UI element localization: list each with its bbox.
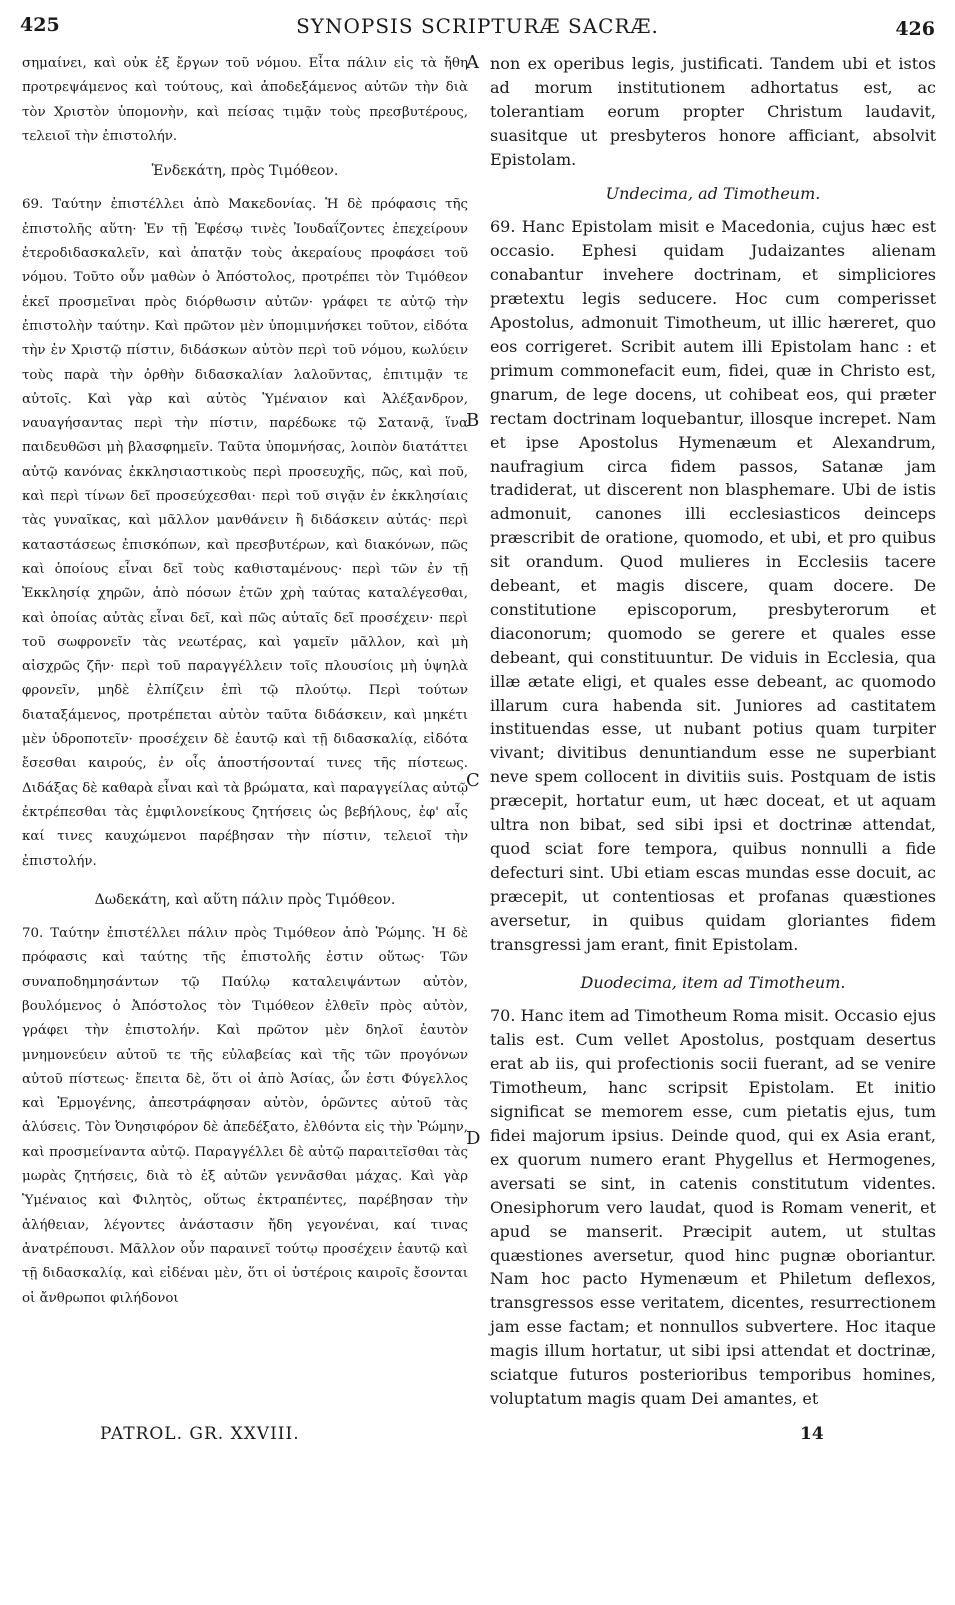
latin-paragraph-intro: non ex operibus legis, justificati. Tandem ubi et istos ad morum institutionem adhortatus est, ac tolerantiam eorum propter Christum laudavit, suasitque ut presbyteros honore afficiant, absolvit Epistolam. [490, 54, 936, 169]
latin-heading-undecima: Undecima, ad Timotheum. [605, 183, 821, 203]
footer-sheet-number: 14 [800, 1424, 824, 1444]
footer-signature: PATROL. GR. XXVIII. [100, 1424, 300, 1444]
page-header [20, 14, 935, 44]
greek-paragraph-70: 70. Ταύτην ἐπιστέλλει πάλιν πρὸς Τιμόθεον ἀπὸ Ῥώμης. Ἡ δὲ πρόφασις καὶ ταύτης τῆς ἐπιστολῆς ἐστιν οὕτως· Τῶν συναποδημησάντων τῷ Παύλῳ καταλειψάντων αὐτὸν, βουλόμενος ὁ Ἀπόστολος τὸν Τιμόθεον ἐλθεῖν πρὸς αὐτὸν, γράφει τὴν ἐπιστολήν. Καὶ πρῶτον μὲν δηλοῖ ἑαυτὸν μνημονεύειν αὐτοῦ τε τῆς εὐλαβείας καὶ τῆς τῶν προγόνων αὐτοῦ πίστεως· ἔπειτα δὲ, ὅτι οἱ ἀπὸ Ἀσίας, ὧν ἐστι Φύγελλος καὶ Ἑρμογένης, ἀπεστράφησαν αὐτὸν, ὁρῶντες αὐτοῦ τὰς ἁλύσεις. Τὸν Ὀνησιφόρον δὲ ἀπεδέξατο, ἐλθόντα εἰς τὴν Ῥώμην, καὶ προσμείναντα αὐτῷ. Παραγγέλλει δὲ αὐτῷ παραιτεῖσθαι τὰς μωρὰς ζητήσεις, διὰ τὸ ἐξ αὐτῶν γεννᾶσθαι μάχας. Καὶ γὰρ Ὑμέναιος καὶ Φιλητὸς, οὕτως ἐκτραπέντες, παρέβησαν τὴν ἀλήθειαν, λέγοντες ἀνάστασιν ἤδη γεγονέναι, καί τινας ἀνατρέπουσι. Μᾶλλον οὖν παραινεῖ τούτῳ προσέχειν ἑαυτῷ καὶ τῇ διδασκαλίᾳ, καὶ εἰδέναι μὲν, ὅτι οἱ ὑστέροις καιροῖς ἔσονται οἱ ἄνθρωποι φιλήδονοι [22, 926, 468, 1306]
greek-heading-twelfth: Δωδεκάτη, καὶ αὕτη πάλιν πρὸς Τιμόθεον. [94, 891, 396, 908]
greek-column [22, 52, 468, 1311]
latin-column [490, 52, 936, 1411]
page-number-right: 426 [895, 18, 935, 40]
latin-paragraph-69: 69. Hanc Epistolam misit e Macedonia, cujus hæc est occasio. Ephesi quidam Judaizantes alienam conabantur invehere doctrinam, et simpliciores prætextu legis seducere. Hoc cum comperisset Apostolus, admonuit Timotheum, ut illic hæreret, quo eos corrigeret. Scribit autem illi Epistolam hanc : et primum commonefacit eum, fidei, quæ in Christo est, gnarum, de lege docens, ut cohibeat eos, qui præter rectam doctrinam loquebantur, illosque increpet. Nam et ipse Apostolus Hymenæum et Alexandrum, naufragium circa fidem passos, Satanæ jam tradiderat, ut discerent non blasphemare. Ubi de istis admonuit, canones illi ecclesiasticos deinceps præscribit de oratione, quomodo, et ubi, et pro quibus sit orandum. Quod mulieres in Ecclesiis tacere debeant, et magis discere, quam docere. De constitutione episcoporum, presbyterorum et diaconorum; quomodo se gerere et quales esse debeant, qui constituuntur. De viduis in Ecclesia, qua illæ ætate eligi, et quales esse debeant, ac quomodo illarum cura habenda sit. Juniores ad castitatem instituendas esse, ut nubant potius quam turpiter vivant; divitibus denuntiandum esse ne superbiant neve spem collocent in divitiis suis. Postquam de istis præcepit, hortatur eum, ut hæc doceat, et ut aquam ultra non bibat, sed sibi ipsi et doctrinæ attendat, quod sciat fore tempora, quibus nonnulli a fide defecturi sint. Ubi etiam escas mundas esse docuit, ac præcepit, ut contentiosas et profanas quæstiones aversetur, in quibus quidam gloriantes fidem transgressi jam erant, finit Epistolam. [490, 217, 936, 954]
margin-letter-a: A [466, 52, 479, 73]
margin-letter-d: D [466, 1128, 481, 1149]
greek-paragraph-69: 69. Ταύτην ἐπιστέλλει ἀπὸ Μακεδονίας. Ἡ δὲ πρόφασις τῆς ἐπιστολῆς αὕτη· Ἐν τῇ Ἐφέσῳ τινὲς Ἰουδαΐζοντες ἐπεχείρουν ἑτεροδιδασκαλεῖν, καὶ ἀπατᾷν τοὺς ἀκεραίους προφάσει τοῦ νόμου. Τοῦτο οὖν μαθὼν ὁ Ἀπόστολος, προτρέπει τὸν Τιμόθεον ἐκεῖ προσμεῖναι πρὸς διόρθωσιν αὐτῶν· γράφει τε αὐτῷ τὴν ἐπιστολὴν ταύτην. Καὶ πρῶτον μὲν ὑπομιμνήσκει τοῦτον, εἰδότα τὴν ἐν Χριστῷ πίστιν, διδάσκων αὐτὸν περὶ τοῦ νόμου, κωλύειν τοὺς παρὰ τὴν ὀρθὴν διδασκαλίαν λαλοῦντας, ἐπιτιμᾷν τε αὐτοῖς. Καὶ γὰρ καὶ αὐτὸς Ὑμέναιον καὶ Ἀλέξανδρον, ναυαγήσαντας περὶ τὴν πίστιν, παρέδωκε τῷ Σατανᾷ, ἵνα παιδευθῶσι μὴ βλασφημεῖν. Ταῦτα ὑπομνήσας, λοιπὸν διατάττει αὐτῷ κανόνας ἐκκλησιαστικοὺς περὶ προσευχῆς, πῶς, καὶ ποῦ, καὶ περὶ τίνων δεῖ προσεύχεσθαι· περὶ τοῦ σιγᾷν ἐν ἐκκλησίαις τὰς γυναῖκας, καὶ μᾶλλον μανθάνειν ἢ διδάσκειν αὐτάς· περὶ καταστάσεως ἐπισκόπων, καὶ πρεσβυτέρων, καὶ διακόνων, πῶς καὶ ὁποίους εἶναι δεῖ τοὺς καθισταμένους· περὶ τῶν ἐν τῇ Ἐκκλησίᾳ χηρῶν, ἀπὸ πόσων ἐτῶν χρὴ ταύτας καταλέγεσθαι, καὶ ὁποίας αὐτὰς εἶναι δεῖ, καὶ πῶς αὐταῖς δεῖ προσέχειν· περὶ τοῦ σωφρονεῖν τὰς νεωτέρας, καὶ γαμεῖν μᾶλλον, καὶ μὴ αἰσχρῶς ζῆν· περὶ τοῦ παραγγέλλειν τοῖς πλουσίοις μὴ ὑψηλὰ φρονεῖν, μηδὲ ἐλπίζειν ἐπὶ τῷ πλούτῳ. Περὶ τούτων διαταξάμενος, προτρέπεται αὐτὸν ταῦτα διδάσκειν, καὶ μηκέτι μὲν ὑδροποτεῖν· προσέχειν δὲ ἑαυτῷ καὶ τῇ διδασκαλίᾳ, εἰδότα ἔσεσθαι καιρούς, ἐν οἷς ἀποστήσονταί τινες τῆς πίστεως. Διδάξας δὲ καθαρὰ εἶναι καὶ τὰ βρώματα, καὶ παραγγείλας αὐτῷ ἐκτρέπεσθαι τὰς ἐμφιλονείκους ζητήσεις ὡς βεβήλους, ἐφ' αἷς καί τινες καυχώμενοι παρέβησαν τὴν πίστιν, τελειοῖ τὴν ἐπιστολήν. [22, 197, 468, 869]
running-title: SYNOPSIS SCRIPTURÆ SACRÆ. [296, 14, 659, 38]
page-number-left: 425 [20, 14, 60, 36]
latin-heading-duodecima: Duodecima, item ad Timotheum. [580, 972, 846, 992]
greek-heading-eleventh: Ἑνδεκάτη, πρὸς Τιμόθεον. [151, 163, 339, 180]
margin-letter-b: B [466, 410, 480, 431]
margin-letter-c: C [466, 770, 480, 791]
latin-paragraph-70: 70. Hanc item ad Timotheum Roma misit. Occasio ejus talis est. Cum vellet Apostolus, postquam desertus erat ab iis, qui profectionis socii fuerant, ad se venire Timotheum, hanc scripsit Epistolam. Et initio significat se memorem esse, cum pietatis ejus, tum fidei majorum ipsius. Deinde quod, qui ex Asia erant, ex quorum numero erant Phygellus et Hermogenes, aversati se sint, in catenis constitutum videntes. Onesiphorum vero laudat, quod is Romam venerit, et apud se manserit. Præcipit autem, ut stultas quæstiones aversetur, quod hinc pugnæ oboriantur. Nam hoc pacto Hymenæum et Philetum deflexos, transgressos esse veritatem, dicentes, resurrectionem jam esse factam; et nonnullos subvertere. Hoc itaque magis illum hortatur, ut sibi ipsi attendat et doctrinæ, sciatque futuros posterioribus temporibus homines, voluptatum magis quam Dei amantes, et [490, 1006, 936, 1408]
greek-paragraph-intro: σημαίνει, καὶ οὐκ ἐξ ἔργων τοῦ νόμου. Εἶτα πάλιν εἰς τὰ ἤθη προτρεψάμενος καὶ τούτους, καὶ ἀποδεξάμενος αὐτῶν τὴν διὰ τὸν Χριστὸν ὑπομονὴν, καὶ πείσας τιμᾷν τοὺς πρεσβυτέρους, τελειοῖ τὴν ἐπιστολήν. [22, 56, 468, 144]
